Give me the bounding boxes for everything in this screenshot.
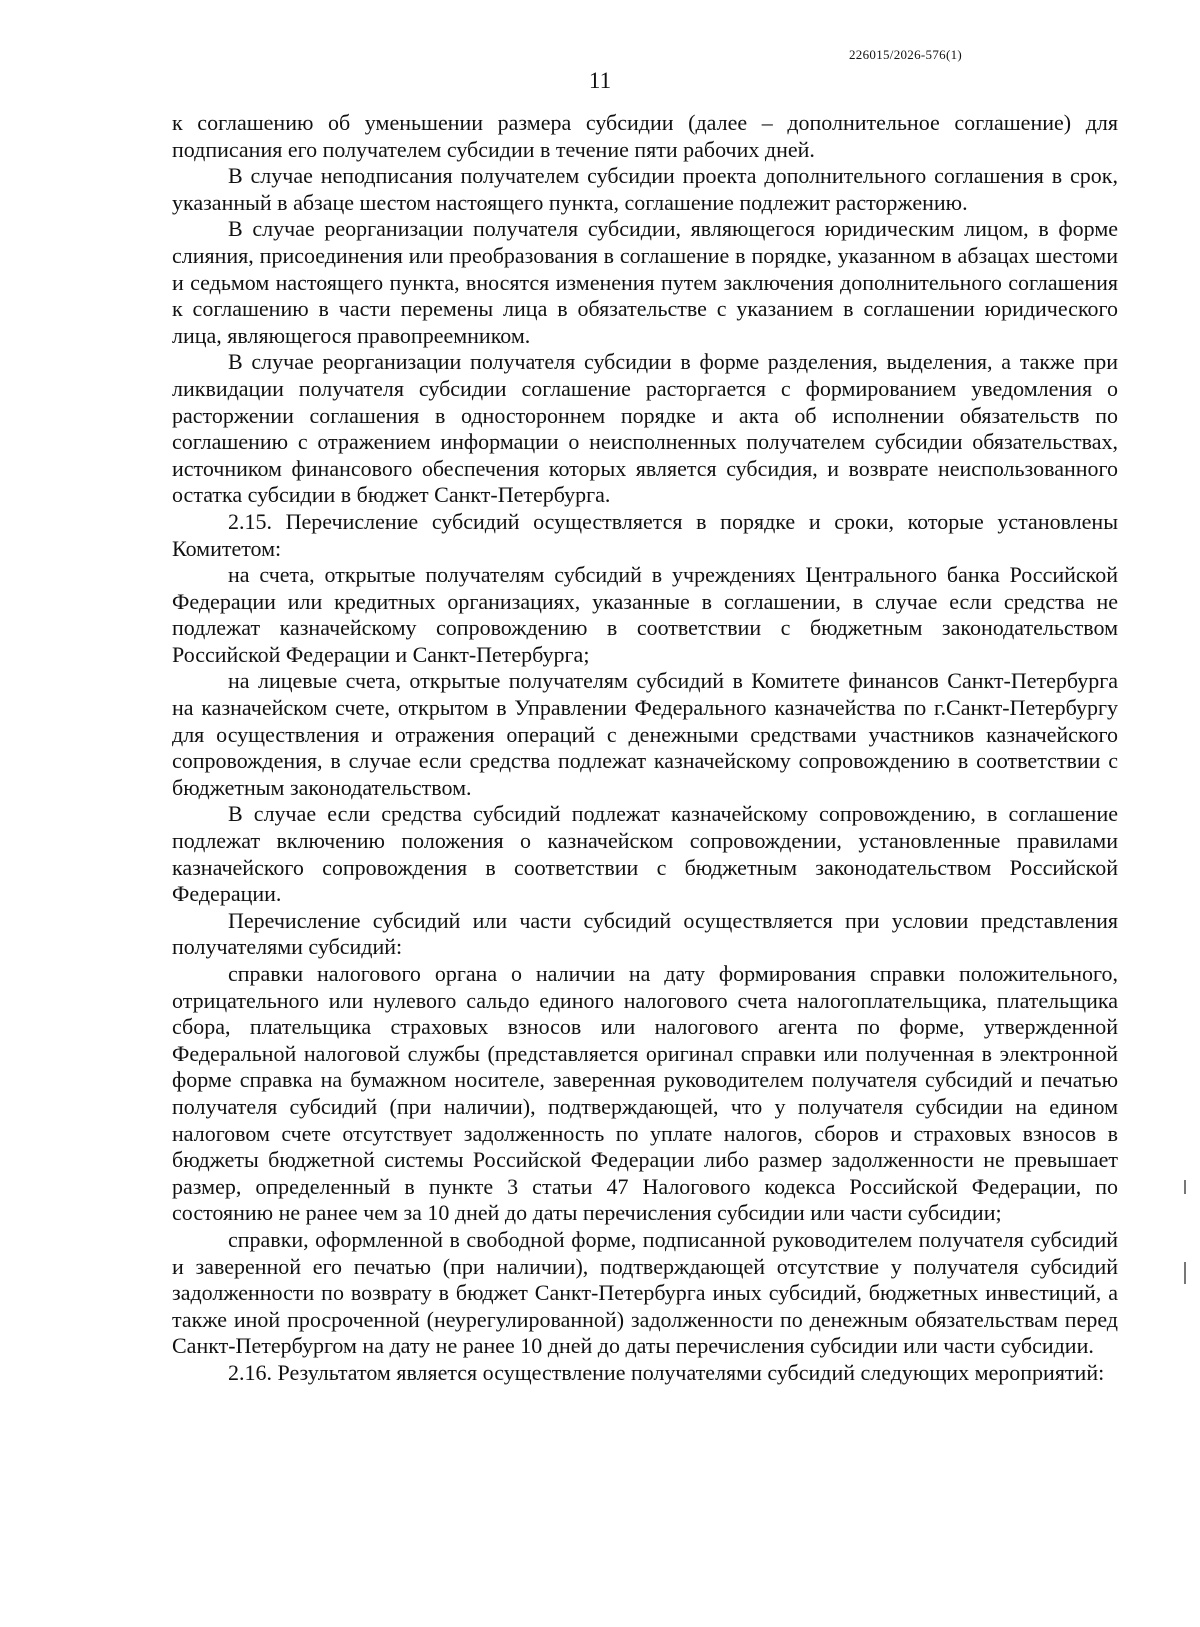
document-number: 226015/2026-576(1) (849, 47, 962, 62)
paragraph: В случае реорганизации получателя субсидии в форме разделения, выделения, а также при ликвидации получателя субсидии соглашение расторгается с формированием уведомления о расторжении соглашения в одностороннем порядке и акта об исполнении обязательств по соглашению с отражением информации о неисполненных получателем субсидии обязательствах, источником финансового обеспечения которых является субсидия, и возврате неиспользованного остатка субсидии в бюджет Санкт-Петербурга. (172, 349, 1118, 508)
paragraph: справки, оформленной в свободной форме, подписанной руководителем получателя субсидий и заверенной его печатью (при наличии), подтверждающей отсутствие у получателя субсидий задолженности по возврату в бюджет Санкт-Петербурга иных субсидий, бюджетных инвестиций, а также иной просроченной (неурегулированной) задолженности по денежным обязательствам перед Санкт-Петербургом на дату не ранее 10 дней до даты перечисления субсидии или части субсидии. (172, 1226, 1118, 1359)
paragraph: на лицевые счета, открытые получателям субсидий в Комитете финансов Санкт-Петербурга на казначейском счете, открытом в Управлении Федерального казначейства по г.Санкт-Петербургу для осуществления и отражения операций с денежными средствами участников казначейского сопровождения, в случае если средства подлежат казначейскому сопровождению в соответствии с бюджетным законодательством. (172, 668, 1118, 800)
paragraph: Перечисление субсидий или части субсидий осуществляется при условии представления получателями субсидий: (172, 907, 1118, 960)
paragraph: на счета, открытые получателям субсидий в учреждениях Центрального банка Российской Федерации или кредитных организациях, указанные в соглашении, в случае если средства не подлежат казначейскому сопровождению в соответствии с бюджетным законодательством Российской Федерации и Санкт-Петербурга; (172, 562, 1118, 667)
paragraph: к соглашению об уменьшении размера субсидии (далее – дополнительное соглашение) для подписания его получателем субсидии в течение пяти рабочих дней. (172, 110, 1118, 162)
paragraph: справки налогового органа о наличии на дату формирования справки положительного, отрицательного или нулевого сальдо единого налогового счета налогоплательщика, плательщика сбора, плательщика страховых взносов или налогового агента по форме, утвержденной Федеральной налоговой службы (представляется оригинал справки или полученная в электронной форме справка на бумажном носителе, заверенная руководителем получателя субсидий и печатью получателя субсидий (при наличии), подтверждающей, что у получателя субсидии на едином налоговом счете отсутствует задолженность по уплате налогов, сборов и страховых взносов в бюджеты бюджетной системы Российской Федерации либо размер задолженности не превышает размер, определенный в пункте 3 статьи 47 Налогового кодекса Российской Федерации, по состоянию не ранее чем за 10 дней до даты перечисления субсидии или части субсидии; (172, 961, 1118, 1226)
document-body (172, 110, 1118, 1387)
paragraph: 2.16. Результатом является осуществление получателями субсидий следующих мероприятий: (228, 1359, 1105, 1385)
page-number: 11 (588, 68, 612, 93)
scan-edge-mark (1184, 1180, 1186, 1194)
paragraph: В случае неподписания получателем субсидии проекта дополнительного соглашения в срок, указанный в абзаце шестом настоящего пункта, соглашение подлежит расторжению. (172, 163, 1118, 215)
paragraph: 2.15. Перечисление субсидий осуществляется в порядке и сроки, которые установлены Комитетом: (172, 508, 1118, 561)
paragraph: В случае реорганизации получателя субсидии, являющегося юридическим лицом, в форме слияния, присоединения или преобразования в соглашение в порядке, указанном в абзацах шестоми и седьмом настоящего пункта, вносятся изменения путем заключения дополнительного соглашения к соглашению в части перемены лица в обязательстве с указанием в соглашении юридического лица, являющегося правопреемником. (172, 216, 1118, 348)
paragraph: В случае если средства субсидий подлежат казначейскому сопровождению, в соглашение подлежат включению положения о казначейском сопровождении, установленные правилами казначейского сопровождения в соответствии с бюджетным законодательством Российской Федерации. (172, 801, 1118, 907)
scan-edge-mark (1184, 1262, 1186, 1284)
